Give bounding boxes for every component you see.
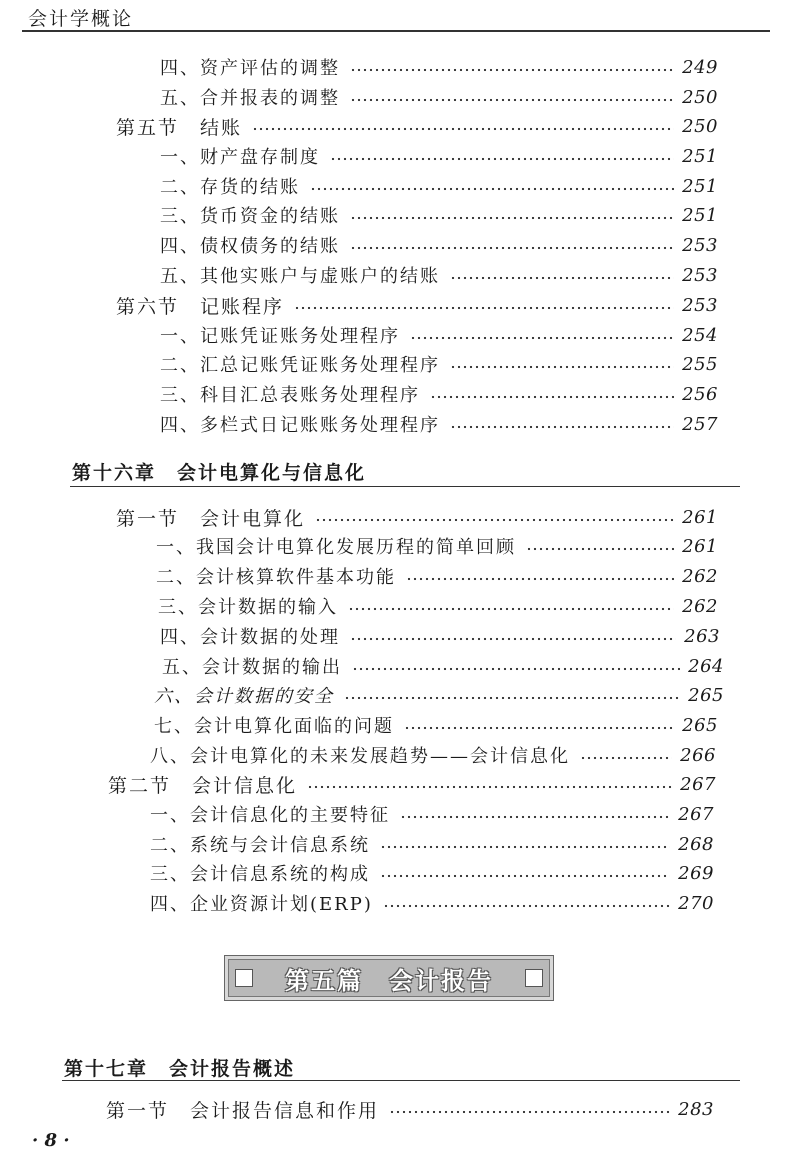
toc-entry[interactable] <box>150 799 714 829</box>
toc-entry-title: 一、我国会计电算化发展历程的简单回顾 <box>156 537 516 558</box>
toc-entry[interactable] <box>150 740 716 770</box>
dot-leader <box>348 607 674 611</box>
dot-leader <box>430 395 674 399</box>
toc-entry-page: 250 <box>682 115 718 137</box>
toc-entry-title: 二、汇总记账凭证账务处理程序 <box>160 355 440 376</box>
dot-leader <box>580 756 672 760</box>
toc-entry-title: 四、多栏式日记账账务处理程序 <box>160 415 440 436</box>
toc-entry-title: 五、合并报表的调整 <box>160 88 340 109</box>
toc-entry-title: 六、会计数据的安全 <box>154 686 334 707</box>
part-banner[interactable] <box>224 955 554 1001</box>
running-header: 会计学概论 <box>28 8 134 30</box>
toc-entry-page: 250 <box>682 86 718 108</box>
toc-entry-title: 二、会计核算软件基本功能 <box>156 567 396 588</box>
toc-section-entry[interactable] <box>108 769 716 799</box>
dot-leader <box>389 1110 670 1114</box>
toc-entry-page: 261 <box>682 506 718 528</box>
toc-entry-title: 八、会计电算化的未来发展趋势——会计信息化 <box>150 746 570 767</box>
toc-entry-page: 267 <box>680 773 716 795</box>
toc-entry[interactable] <box>160 320 718 350</box>
dot-leader <box>406 577 674 581</box>
chapter-heading[interactable]: 第十六章 会计电算化与信息化 <box>72 462 367 484</box>
dot-leader <box>450 276 674 280</box>
chapter-rule <box>70 486 740 487</box>
toc-entry[interactable] <box>160 349 718 379</box>
toc-entry-title: 四、资产评估的调整 <box>160 58 340 79</box>
toc-entry-title: 四、企业资源计划(ERP) <box>150 894 373 915</box>
dot-leader <box>352 667 680 671</box>
toc-entry-page: 255 <box>682 353 718 375</box>
toc-entry-page: 251 <box>682 204 718 226</box>
toc-entry-page: 265 <box>688 684 724 706</box>
toc-entry-title: 二、系统与会计信息系统 <box>150 835 370 856</box>
toc-entry-title: 二、存货的结账 <box>160 177 300 198</box>
toc-section-entry[interactable] <box>106 1094 714 1124</box>
dot-leader <box>383 904 670 908</box>
dot-leader <box>350 246 674 250</box>
toc-entry-page: 262 <box>682 595 718 617</box>
toc-entry-title: 五、会计数据的输出 <box>162 657 342 678</box>
toc-entry-page: 249 <box>682 56 718 78</box>
toc-entry-page: 266 <box>680 744 716 766</box>
dot-leader <box>310 187 674 191</box>
toc-entry-title: 第五节 结账 <box>116 116 243 139</box>
toc-entry-page: 269 <box>678 862 714 884</box>
dot-leader <box>350 637 676 641</box>
toc-entry[interactable] <box>156 561 718 591</box>
toc-entry-page: 257 <box>682 413 718 435</box>
toc-entry-page: 253 <box>682 264 718 286</box>
dot-leader <box>450 425 674 429</box>
dot-leader <box>330 157 674 161</box>
dot-leader <box>380 874 670 878</box>
toc-entry-title: 四、债权债务的结账 <box>160 236 340 257</box>
toc-section-entry[interactable] <box>116 111 718 141</box>
toc-entry-title: 三、会计信息系统的构成 <box>150 864 370 885</box>
dot-leader <box>526 547 674 551</box>
toc-entry[interactable] <box>150 888 714 918</box>
page-number: · 8 · <box>32 1130 70 1151</box>
toc-entry[interactable] <box>160 82 718 112</box>
toc-entry[interactable] <box>160 379 718 409</box>
toc-entry-title: 一、财产盘存制度 <box>160 147 320 168</box>
dot-leader <box>350 98 674 102</box>
toc-entry-title: 第一节 会计电算化 <box>116 507 306 530</box>
toc-entry[interactable] <box>160 52 718 82</box>
toc-entry[interactable] <box>156 531 718 561</box>
toc-entry[interactable] <box>162 651 724 681</box>
toc-entry-title: 三、货币资金的结账 <box>160 206 340 227</box>
toc-entry-page: 268 <box>678 833 714 855</box>
toc-entry-page: 261 <box>682 535 718 557</box>
dot-leader <box>344 696 680 700</box>
square-bullet-icon <box>235 969 253 987</box>
dot-leader <box>400 815 670 819</box>
toc-entry-page: 267 <box>678 803 714 825</box>
toc-entry[interactable] <box>160 171 718 201</box>
dot-leader <box>410 336 674 340</box>
dot-leader <box>404 726 674 730</box>
toc-entry-title: 第六节 记账程序 <box>116 295 285 318</box>
toc-entry-title: 三、会计数据的输入 <box>158 597 338 618</box>
toc-entry[interactable] <box>154 710 718 740</box>
dot-leader <box>350 68 674 72</box>
toc-entry-title: 三、科目汇总表账务处理程序 <box>160 385 420 406</box>
toc-entry-page: 264 <box>688 655 724 677</box>
toc-entry[interactable] <box>160 230 718 260</box>
square-bullet-icon <box>525 969 543 987</box>
toc-entry-page: 262 <box>682 565 718 587</box>
dot-leader <box>307 785 672 789</box>
toc-entry[interactable] <box>158 591 718 621</box>
chapter-heading[interactable]: 第十七章 会计报告概述 <box>64 1058 296 1080</box>
toc-entry-page: 265 <box>682 714 718 736</box>
toc-entry[interactable] <box>160 409 718 439</box>
toc-entry[interactable] <box>154 680 724 710</box>
toc-entry[interactable] <box>160 621 720 651</box>
toc-section-entry[interactable] <box>116 502 718 532</box>
toc-entry-page: 270 <box>678 892 714 914</box>
chapter-rule <box>62 1080 740 1081</box>
toc-entry-page: 254 <box>682 324 718 346</box>
dot-leader <box>252 127 674 131</box>
toc-entry-title: 五、其他实账户与虚账户的结账 <box>160 266 440 287</box>
toc-entry[interactable] <box>160 141 718 171</box>
toc-entry-page: 263 <box>684 625 720 647</box>
dot-leader <box>380 845 670 849</box>
toc-entry[interactable] <box>150 858 714 888</box>
part-title: 第五篇 会计报告 <box>285 966 493 995</box>
toc-entry-page: 253 <box>682 294 718 316</box>
toc-entry-title: 四、会计数据的处理 <box>160 627 340 648</box>
toc-entry-page: 251 <box>682 145 718 167</box>
toc-entry-title: 第一节 会计报告信息和作用 <box>106 1099 380 1122</box>
toc-entry-page: 251 <box>682 175 718 197</box>
toc-entry-title: 第二节 会计信息化 <box>108 774 298 797</box>
dot-leader <box>450 365 674 369</box>
toc-entry-page: 253 <box>682 234 718 256</box>
toc-section-entry[interactable] <box>116 290 718 320</box>
toc-entry-page: 283 <box>678 1098 714 1120</box>
dot-leader <box>350 216 674 220</box>
toc-entry[interactable] <box>150 829 714 859</box>
toc-entry-title: 一、会计信息化的主要特征 <box>150 805 390 826</box>
toc-entry[interactable] <box>160 200 718 230</box>
dot-leader <box>315 518 674 522</box>
toc-entry-page: 256 <box>682 383 718 405</box>
toc-entry-title: 一、记账凭证账务处理程序 <box>160 326 400 347</box>
toc-entry-title: 七、会计电算化面临的问题 <box>154 716 394 737</box>
dot-leader <box>294 306 674 310</box>
toc-entry[interactable] <box>160 260 718 290</box>
